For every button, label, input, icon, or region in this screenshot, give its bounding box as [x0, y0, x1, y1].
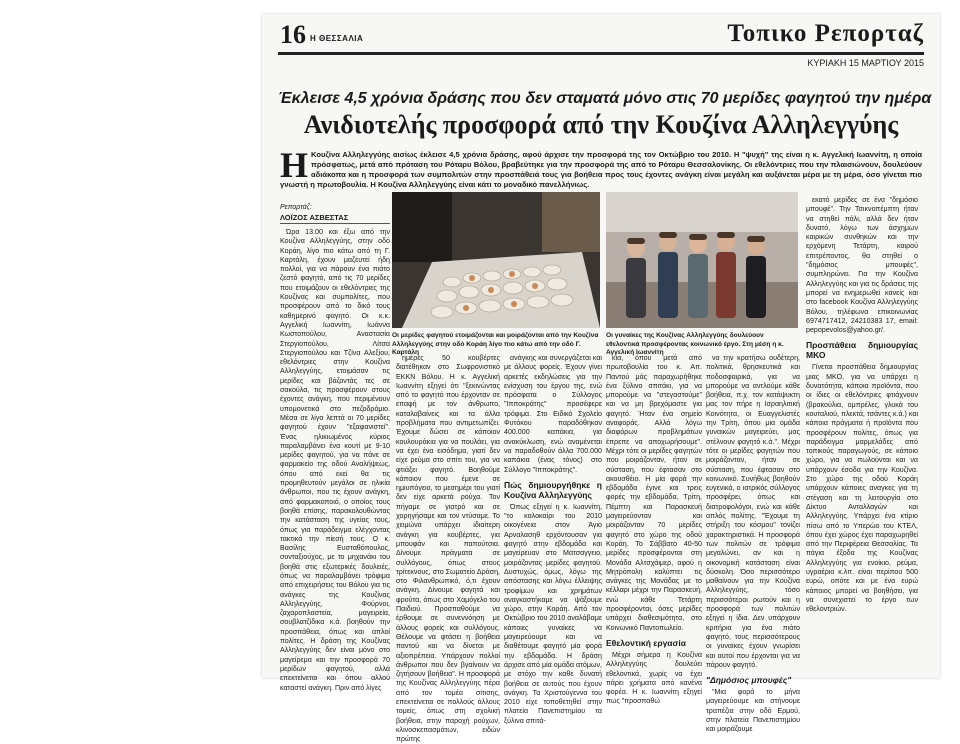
column-2-text: ημέρες 50 κουβέρτες διατέθηκαν στο Σωφρονιστικό ΕΚΚΝ Βόλου. Η κ. Αγγελική Ιωαννίτη εξηγεί ότι "ξεκινώντας από το φαγητό που έρχονταν σε επαφή με τον άνθρωπο, καταλαβαίνεις και τα άλλα προβλήματα που αντιμετωπίζει. Έχουμε δώσει σε κάποιον κουλουράκια για να πουλάει, για να έχει ένα εισόδημα, γιατί δεν είχε ρεύμα στο σπίτι του, για να φτιάξει φαγητό. Βοηθούμε κάποιον που έμενε σε ημιυπόγειο, το μεσημέρι του γιατί δεν είχε αρκετά ρούχα. Τον πήγαμε σε γιατρό και σε χορηγήσαμε και τον ντύσαμε. Το χειμώνα υπάρχει ιδιαίτερη ανάγκη για κουβέρτες, για μπουφάν και παπούτσια. Δίνουμε πράγματα σε συλλόγους, όπως στους τρίτεκνους, στο Σωματείο Δράση, στο Φιλανθρωπικό, ό,τι έχουν ανάγκη. Δίνουμε φαγητά και φρούτα, όπως στο Χαμόγελο του Παιδιού. Προσπαθούμε να έρθουμε σε συνεννόηση με άλλους φορείς και συλλόγους. Θέλουμε να φτάσει η βοήθεια παντού και να δίνεται με αξιοπρέπεια. Υπάρχουν πολλοί άνθρωποι που δεν βγαίνουν να ζητήσουν βοήθεια". Η προσφορά της Κουζίνας Αλληλεγγύης πέρα από τον τομέα σίτισης, επεκτείνεται σε πολλούς άλλους τομείς, όπως στη σχολική βοήθεια, στην παροχή ρούχων, κλινοσκεπασμάτων, ειδών πρώτης	[396, 354, 500, 744]
header-rule	[278, 52, 924, 55]
article-headline: Ανιδιοτελής προσφορά από την Κουζίνα Αλληλεγγύης	[303, 110, 899, 139]
article-subheadline: Έκλεισε 4,5 χρόνια δράσης που δεν σταματά μόνο στις 70 μερίδες φαγητού την ημέρα	[278, 90, 932, 107]
volunteers-photo	[606, 192, 798, 328]
photo1-caption: Οι μερίδες φαγητού ετοιμάζονται και μοιράζονται από την Κουζίνα Αλληλεγγύης στην οδό Κοράη λίγο πιο κάτω από την οδό Γ. Καρτάλη	[392, 332, 599, 356]
column-4-text: κια, όπου μετά από πρωτοβουλία του κ. Απ. Παντού μάς παραχωρήθηκε ένα ξύλινο σπιτάκι, για να μπορούμε να "στεγαστούμε" και να μη βρεχόμαστε για φαγητό. Ήταν ένα σημείο αναφοράς. Αλλά λόγω διαφόρων προβλημάτων έπρεπε να αποχωρήσουμε". Μέχρι τότε οι μερίδες φαγητών που μοιράζονταν, ήταν σε σύσταση, που έφτασαν στο ακουσθέιο. Η μία φορά την εβδομάδα έγινε και τρεις φορές την εβδομάδα, Τρίτη, Πέμπτη και Παρασκευή μαγειρεύονταν και μοιράζονταν 70 μερίδες φαγητό στο χώρο της οδού Κοράη. Το Σάββατο 40-50 μερίδες προσφέρονται στη Μονάδα Αλτσχάιμερ, αφού η Μητρόπολη καλύπτει τις ανάγκες της Μονάδας με το κέλλαρι μέχρι την Παρασκευή, ενώ κάθε Τετάρτη προσφέρονται, όσες μερίδες υπάρχει διαθεσιμότητα, στο Κοινωνικό Παντοπωλείο.	[606, 354, 702, 632]
column-4-text-b: Μέχρι σήμερα η Κουζίνα Αλληλεγγύης δουλεύει εθελοντικά, χωρίς να έχει πάρει χρήματα από κανένα φορέα. Η κ. Ιωαννίτη εξηγεί πως "προσπαθώ	[606, 650, 702, 706]
column-1-text: Ώρα 13.00 και έξω από την Κουζίνα Αλληλεγγύης, στην οδό Κοράη, λίγο πιο κάτω από τη Γ. Καρτάλη, έχουν μαζευτεί ήδη πολλοί, για να πάρουν ένα πιάτο ζεστό φαγητό, από τις 70 μερίδες που ετοιμάζουν οι εθελόντριες της Κουζίνας και συμπολίτες, που προσφέρουν από το δικό τους καθημερινό φαγητό. Οι κ.κ. Αγγελική Ιωαννίτη, Ιωάννα Κωστοπούλου, Αναστασία Στεργιοπούλου, Λίτσα Στεργιοπούλου και Τζίνα Αλεξίου, εθελόντριες στην Κουζίνα Αλληλεγγύης, ετοιμάσαν τις μερίδες και βάζοντάς τες σε σακούλα, τις προσφέρουν στους έχοντες ανάγκη, που περιμένουν υπομονετικά στο πεζοδρόμιο. Μέσα σε λίγα λεπτά οι 70 μερίδες φαγητού έχουν "εξαφανιστεί". Ένας ηλικιωμένος κύριος παραλαμβάνει ένα κουτί με 9-10 μερίδες φαγητού, για να πάνε σε φαρμακείο της οδού Αναλήψεως, όπου από εκεί θα τις προμηθευτούν μεγάλοι σε ηλικία άνθρωποι, που τις έχουν ανάγκη, από φαρμακοποιό, ο οποίος τους βοηθά επίσης, παρακολουθώντας την κατάσταση της υγείας τους, όπως για παράδειγμα ελέγχοντας τακτικά την πίεσή τους. Ο κ. Βασίλης Ευσταθόπουλος, συνταξιούχος, με το μηχανάκι του βοηθά στις εξωτερικές δουλειές, όπως να παραλαμβάνει τρόφιμα από επιχειρήσεις του Βόλου για τις ανάγκες της Κουζίνας Αλληλεγγύης. Φούρνοι, ζαχαροπλαστεία, μαγειρεία, σουβλατζίδικα κ.ά. βοηθούν την προσπάθεια, όπως και απλοί πολίτες. Η δράση της Κουζίνας Αλληλεγγύης δεν είναι μόνο στο μαγείρεμα και την προσφορά 70 μερίδων φαγητού, αλλά επεκτείνεται και όπου αλλού καταστεί ανάγκη. Πριν από λίγες	[280, 228, 390, 692]
drop-cap: Η	[280, 145, 309, 185]
column-3-text: ανάγκης και συνεργάζεται και με άλλους φορείς. Έχουν γίνει αρκετές εκδηλώσεις για την ενίσχυση του έργου της, ενώ πρόσφατα ο Σύλλογος "Ιπποκράτης" προσέφερε τρόφιμα. Στο Ειδικό Σχολείο Φυτόκου παραδόθηκαν 400.000 καπάκια, για ανακύκλωση, ενώ αναμένεται να παραδοθούν άλλα 700.000 καπάκια (ένας τόνος) στο Σύλλογο "Ιπποκράτης".	[504, 354, 602, 474]
issue-date: ΚΥΡΙΑΚΗ 15 ΜΑΡΤΙΟΥ 2015	[807, 58, 924, 68]
column-6-text-b: Γίνεται προσπάθεια δημιουργίας μιας ΜΚΟ, για να υπάρχει η δυνατότητα, κάποια προϊόντα, που οι ίδιες οι εθελόντριες φτιάχνουν (βρακούλια, ομπρέλες, γλυκά του κουταλιού, πλεκτά, τσάντες κ.ά.) και κάποια πράγματα ή προϊόντα που προσφέρουν πολίτες, όπως για παράδειγμα μαρμελάδες από τοπικούς παραγωγούς, σε κάποιο χώρο, για να πωλούνται και να υπάρχουν έσοδα για την Κουζίνα. Στο χώρο της οδού Κοράη υπάρχουν κάποιες αναγκες για τη στέγαση και τη λειτουργία στο Δίκτυο Ανταλλαγών και Αλληλεγγύης. Υπάρχει ένα κτίριο πίσω από το Υπερώο του ΚΤΕΛ, όπου έχει χώρος έχει παραχωρηθεί από την Περιφέρεια Θεσσαλίας. Τα πάγια έξοδα της Κουζίνας Αλληλεγγύης για ενοίκιο, ρεύμα, υγραέριο κ.λπ. είναι περίπου 500 ευρώ, οπότε και με ένα ευρώ κάποιος μπορεί να βοηθήσει, για να συνεχιστεί το έργο των εθελοντριών.	[806, 363, 919, 614]
article-lead	[280, 145, 922, 190]
byline-label: Ρεπορτάζ:	[280, 204, 312, 211]
byline-rule	[280, 223, 390, 224]
column-5-text-b: "Μια φορά το μήνα μαγειρεύουμε και στήνουμε τραπέζια στην οδό Ερμού, στην πλατεία Πανεπιστημίου και μοιράζουμε	[706, 688, 800, 734]
subheading-how-created: Πώς δημιουργήθηκε η Κουζίνα Αλληλεγγύης	[504, 479, 602, 500]
article-column-5	[706, 354, 800, 734]
subheading-ngo: Προσπάθεια δημιουργίας ΜΚΟ	[806, 340, 918, 361]
section-title: Τοπικο Ρεπορταζ	[727, 20, 924, 47]
column-6-text: εκατό μερίδες σε ένα "δημόσιο μπουφέ". Την Τσικνοπέμπτη ήταν να στηθεί πάλι, αλλά δεν ήταν δυνατό, λόγω των άσχημων καιρικών συνθηκών και την ερχόμενη Τετάρτη, καιρού επιτρέποντος, θα στηθεί ο "δημόσιος μπουφές", συμπληρώνει. Για την Κουζίνα Αλληλεγγύης και για τις δράσεις της μπορεί να ενημερωθεί κανείς και στο facebook Κουζίνα Αλληλεγγύης Βόλου, τηλέφωνα επικοινωνίας 6974717412, 24210383 17, email: pepopevolos@yahoo.gr/.	[806, 196, 918, 335]
column-3-text-b: Όπως εξηγεί η κ. Ιωαννίτη, "το καλοκαίρι του 2010 οικογένεια στον Άγιο Αρναλασηθ ερχόντουσαν για φαγητό στην εβδομάδα και μαγείρευαν στο Ματσαγγειο, μοιράζοντας μερίδες φαγητού. Δυστυχώς, όμως, λόγω της απόστασης και λόγω έλλειψης τροφίμων και χρημάτων αναγκαστήκαμε να ψάξουμε χώρο, στην Κοράη. Από τον Οκτώβριο του 2010 αναλάβαμε κάποιες γυναίκες να μαγειρεύουμε και να διαθέτουμε φαγητό μία φορά την εβδομάδα. Η δράση άρχισε από μία ομάδα ατόμων, με στόχο την καθε δυνατή βοήθεια σε αυτούς που έχουν ανάγκη. Τα Χριστούγεννα του 2010 είχε τοποθετηθεί στην πλατεία Πανεπιστημίου τα ξύλινα σπιτά-	[504, 502, 602, 725]
food-portions-photo	[392, 192, 600, 328]
byline-name: ΛΟΪΖΟΣ ΑΣΒΕΣΤΑΣ	[280, 213, 349, 222]
article-column-6	[806, 196, 918, 674]
article-column-1	[280, 228, 390, 692]
lead-text: Κουζίνα Αλληλεγγύης αισίως έκλεισε 4,5 χρόνια δράσης, αφού άρχισε την προσφορά της τον Οκτώβριο του 2010. Η "ψυχή" της είναι η κ. Αγγελική Ιωαννίτη, η οποία πρόσφατως, μετά από πρόταση του Ρόταρυ Βόλου, βραβεύτηκε για την προσφορά της από το Ρόταρυ Θεσσαλονίκης. Οι εθελόντριες που την πλαισιώνουν, δουλεύουν αδιάκοπα και η προσφορά των συμπολιτών στην προσπάθειά τους για βοήθεια προς τους έχοντες ανάγκη είναι μεγάλη και αυξάνεται μέρα με τη μέρα, όσο γίνεται πιο γνωστή η πρωτοβουλία. Η Κουζίνα Αλληλεγγύης είναι κάτι το μοναδικό πανελλήνιως.	[280, 150, 922, 189]
subheading-public-buffet: "Δημόσιος μπουφές"	[706, 675, 792, 686]
article-column-3	[504, 354, 602, 725]
page-number: 16	[280, 20, 306, 49]
newspaper-page	[262, 14, 940, 744]
column-5-text: να την κρατήσω ουδέτερη, πολιτικά, θρησκευτικά και ποδοσφαιρικά, για να μπορούμε να αντλούμε κάθε βοήθεια, π.χ. τον κατάψυκτη μας τον πήρε η Ισραηλιτική Κοινότητα, οι Ευαγγελιστές την Τρίτη, όπου μια ομάδα γυναικών μαγειρεύει, μας στέλνουν φαγητό κ.ά.". Μέχρι τότε οι μερίδες φαγητών που μοιράζονταν, ήταν σε σύσταση, που έφτασαν στο κοινωνικό. Συνήθως βοηθούν ευγενικά, ο ιατρικός σύλλογος προσφέρει, όπως και διατροφολόγοι, ενώ και κάθε απλός πολίτης. "Έχουμε τη στήριξη του κόσμου" τονίζει χαρακτηριστικά. Η προσφορά των πολιτών σε τρόφιμα μεγαλώνει, αν και η οικονομική κατάσταση είναι δύσκολη. Όσο περισσότερο μαθαίνουν για την Κουζίνα Αλληλεγγύης, τόσο περισσότεροι ρωτούν και η προσφορά των πολιτών εξηγεί η ίδια. Δεν υπάρχουν κριτήρια για ένα πιάτο φαγητό, τους περισσότερους οι γυναίκες έχουν γνωρίσει και αυτοί που έρχονται για να πάρουν φαγητό.	[706, 354, 800, 669]
newspaper-name: Η ΘΕΣΣΑΛΙΑ	[310, 34, 364, 43]
volunteers-illustration	[606, 192, 798, 328]
food-portions-illustration	[392, 192, 600, 328]
photo2-caption: Οι γυναίκες της Κουζίνας Αλληλεγγύης δουλεύουν εθελοντικά προσφέροντας κοινωνικό έργο. Στη μέση η κ. Αγγελική Ιωαννίτη	[606, 332, 784, 356]
article-column-4	[606, 354, 702, 706]
subheading-volunteer-work: Εθελοντική εργασία	[606, 637, 686, 648]
article-column-2	[396, 354, 500, 744]
